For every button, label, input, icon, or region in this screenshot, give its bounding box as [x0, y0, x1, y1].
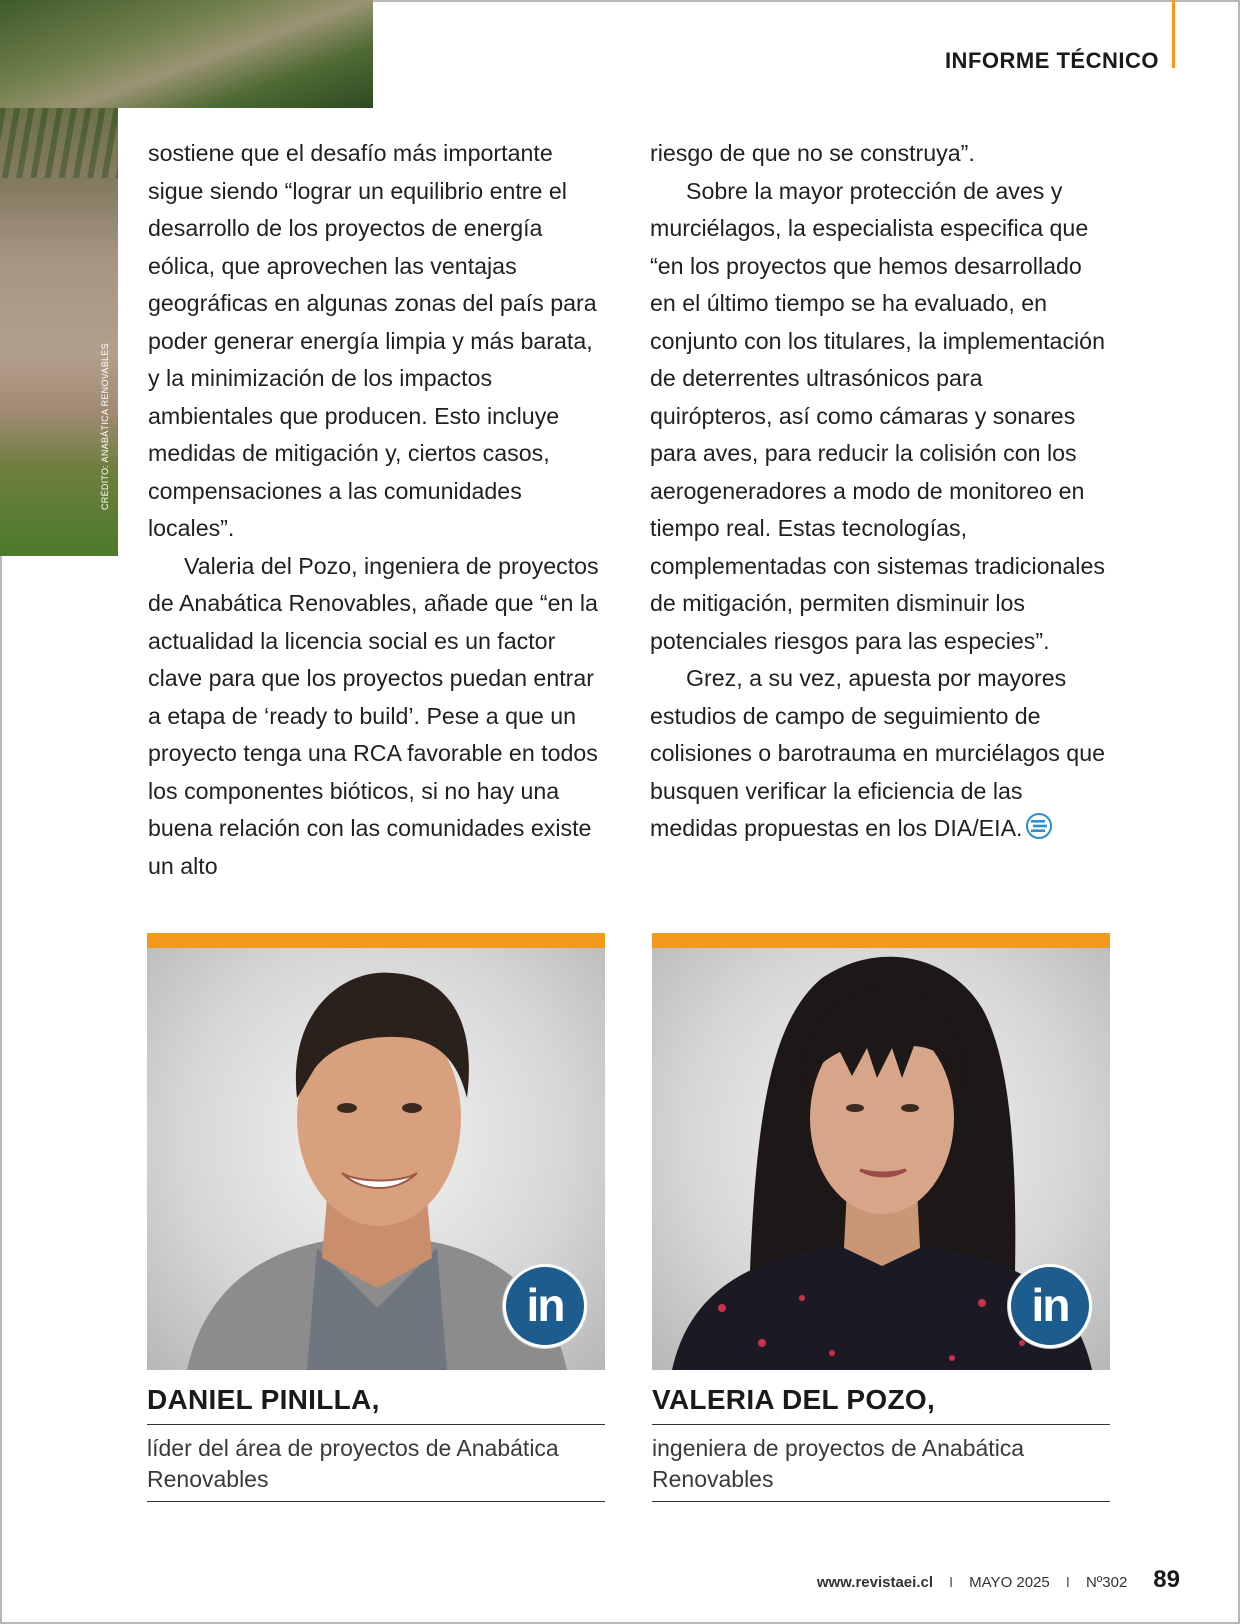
paragraph: Sobre la mayor protección de aves y murciélagos, la especialista especifica que “en los proyectos que hemos desarrollado en el último tiempo se ha evaluado, en conjunto con los titulares, la implementación de deterrentes ultrasónicos para quirópteros, así como cámaras y sonares para aves, para reducir la colisión con los aerogeneradores a modo de monitoreo en tiempo real. Estas tecnologías, complementadas con sistemas tradicionales de mitigación, permiten disminuir los potenciales riesgos para las especies”.: [650, 177, 1105, 654]
profile-role: líder del área de proyectos de Anabática Renovables: [147, 1425, 605, 1502]
linkedin-icon[interactable]: in: [503, 1264, 587, 1348]
profile-role: ingeniera de proyectos de Anabática Renovables: [652, 1425, 1110, 1502]
page-number: 89: [1153, 1566, 1180, 1593]
website-link[interactable]: www.revistaei.cl: [816, 1574, 933, 1591]
profile-card-daniel-pinilla: [147, 933, 605, 1502]
profile-name: VALERIA DEL POZO,: [652, 1384, 1110, 1425]
photo-accent-bar: [147, 933, 605, 948]
photo-accent-bar: [652, 933, 1110, 948]
footer-separator: I: [949, 1574, 954, 1591]
issue-number: Nº302: [1085, 1574, 1128, 1591]
paragraph-last: [650, 660, 1110, 848]
section-title: INFORME TÉCNICO: [944, 48, 1159, 73]
linkedin-icon[interactable]: in: [1008, 1264, 1092, 1348]
photo-credit: CRÉDITO: ANABÁTICA RENOVABLES: [100, 343, 110, 510]
footer-separator: I: [1065, 1574, 1070, 1591]
paragraph: riesgo de que no se construya”.: [650, 140, 975, 166]
article-column-right: [650, 135, 1110, 848]
portrait-photo: [147, 948, 605, 1370]
article-column-left: [148, 135, 608, 885]
portrait-photo: [652, 948, 1110, 1370]
paragraph-text: Grez, a su vez, apuesta por mayores estudios de campo de seguimiento de colisiones o barotrauma en murciélagos que busquen verificar la eficiencia de las medidas propuestas en los DIA/EIA.: [650, 665, 1105, 841]
paragraph: sostiene que el desafío más importante sigue siendo “lograr un equilibrio entre el desarrollo de los proyectos de energía eólica, que aprovechen las ventajas geográficas en algunas zonas del país para poder generar energía limpia y más barata, y la minimización de los impactos ambientales que producen. Esto incluye medidas de mitigación y, ciertos casos, compensaciones a las comunidades locales”.: [148, 140, 597, 541]
header-accent-bar: [1172, 0, 1175, 68]
profile-name: DANIEL PINILLA,: [147, 1384, 605, 1425]
profile-card-valeria-del-pozo: [652, 933, 1110, 1502]
header-landscape-photo: [0, 0, 373, 108]
issue-date: MAYO 2025: [969, 1574, 1050, 1591]
paragraph: Valeria del Pozo, ingeniera de proyectos de Anabática Renovables, añade que “en la actualidad la licencia social es un factor clave para que los proyectos puedan entrar a etapa de ‘ready to build’. Pese a que un proyecto tenga una RCA favorable en todos los componentes bióticos, si no hay una buena relación con las comunidades existe un alto: [148, 552, 599, 879]
end-of-article-icon: [1026, 813, 1052, 839]
page-footer: [817, 1566, 1180, 1594]
